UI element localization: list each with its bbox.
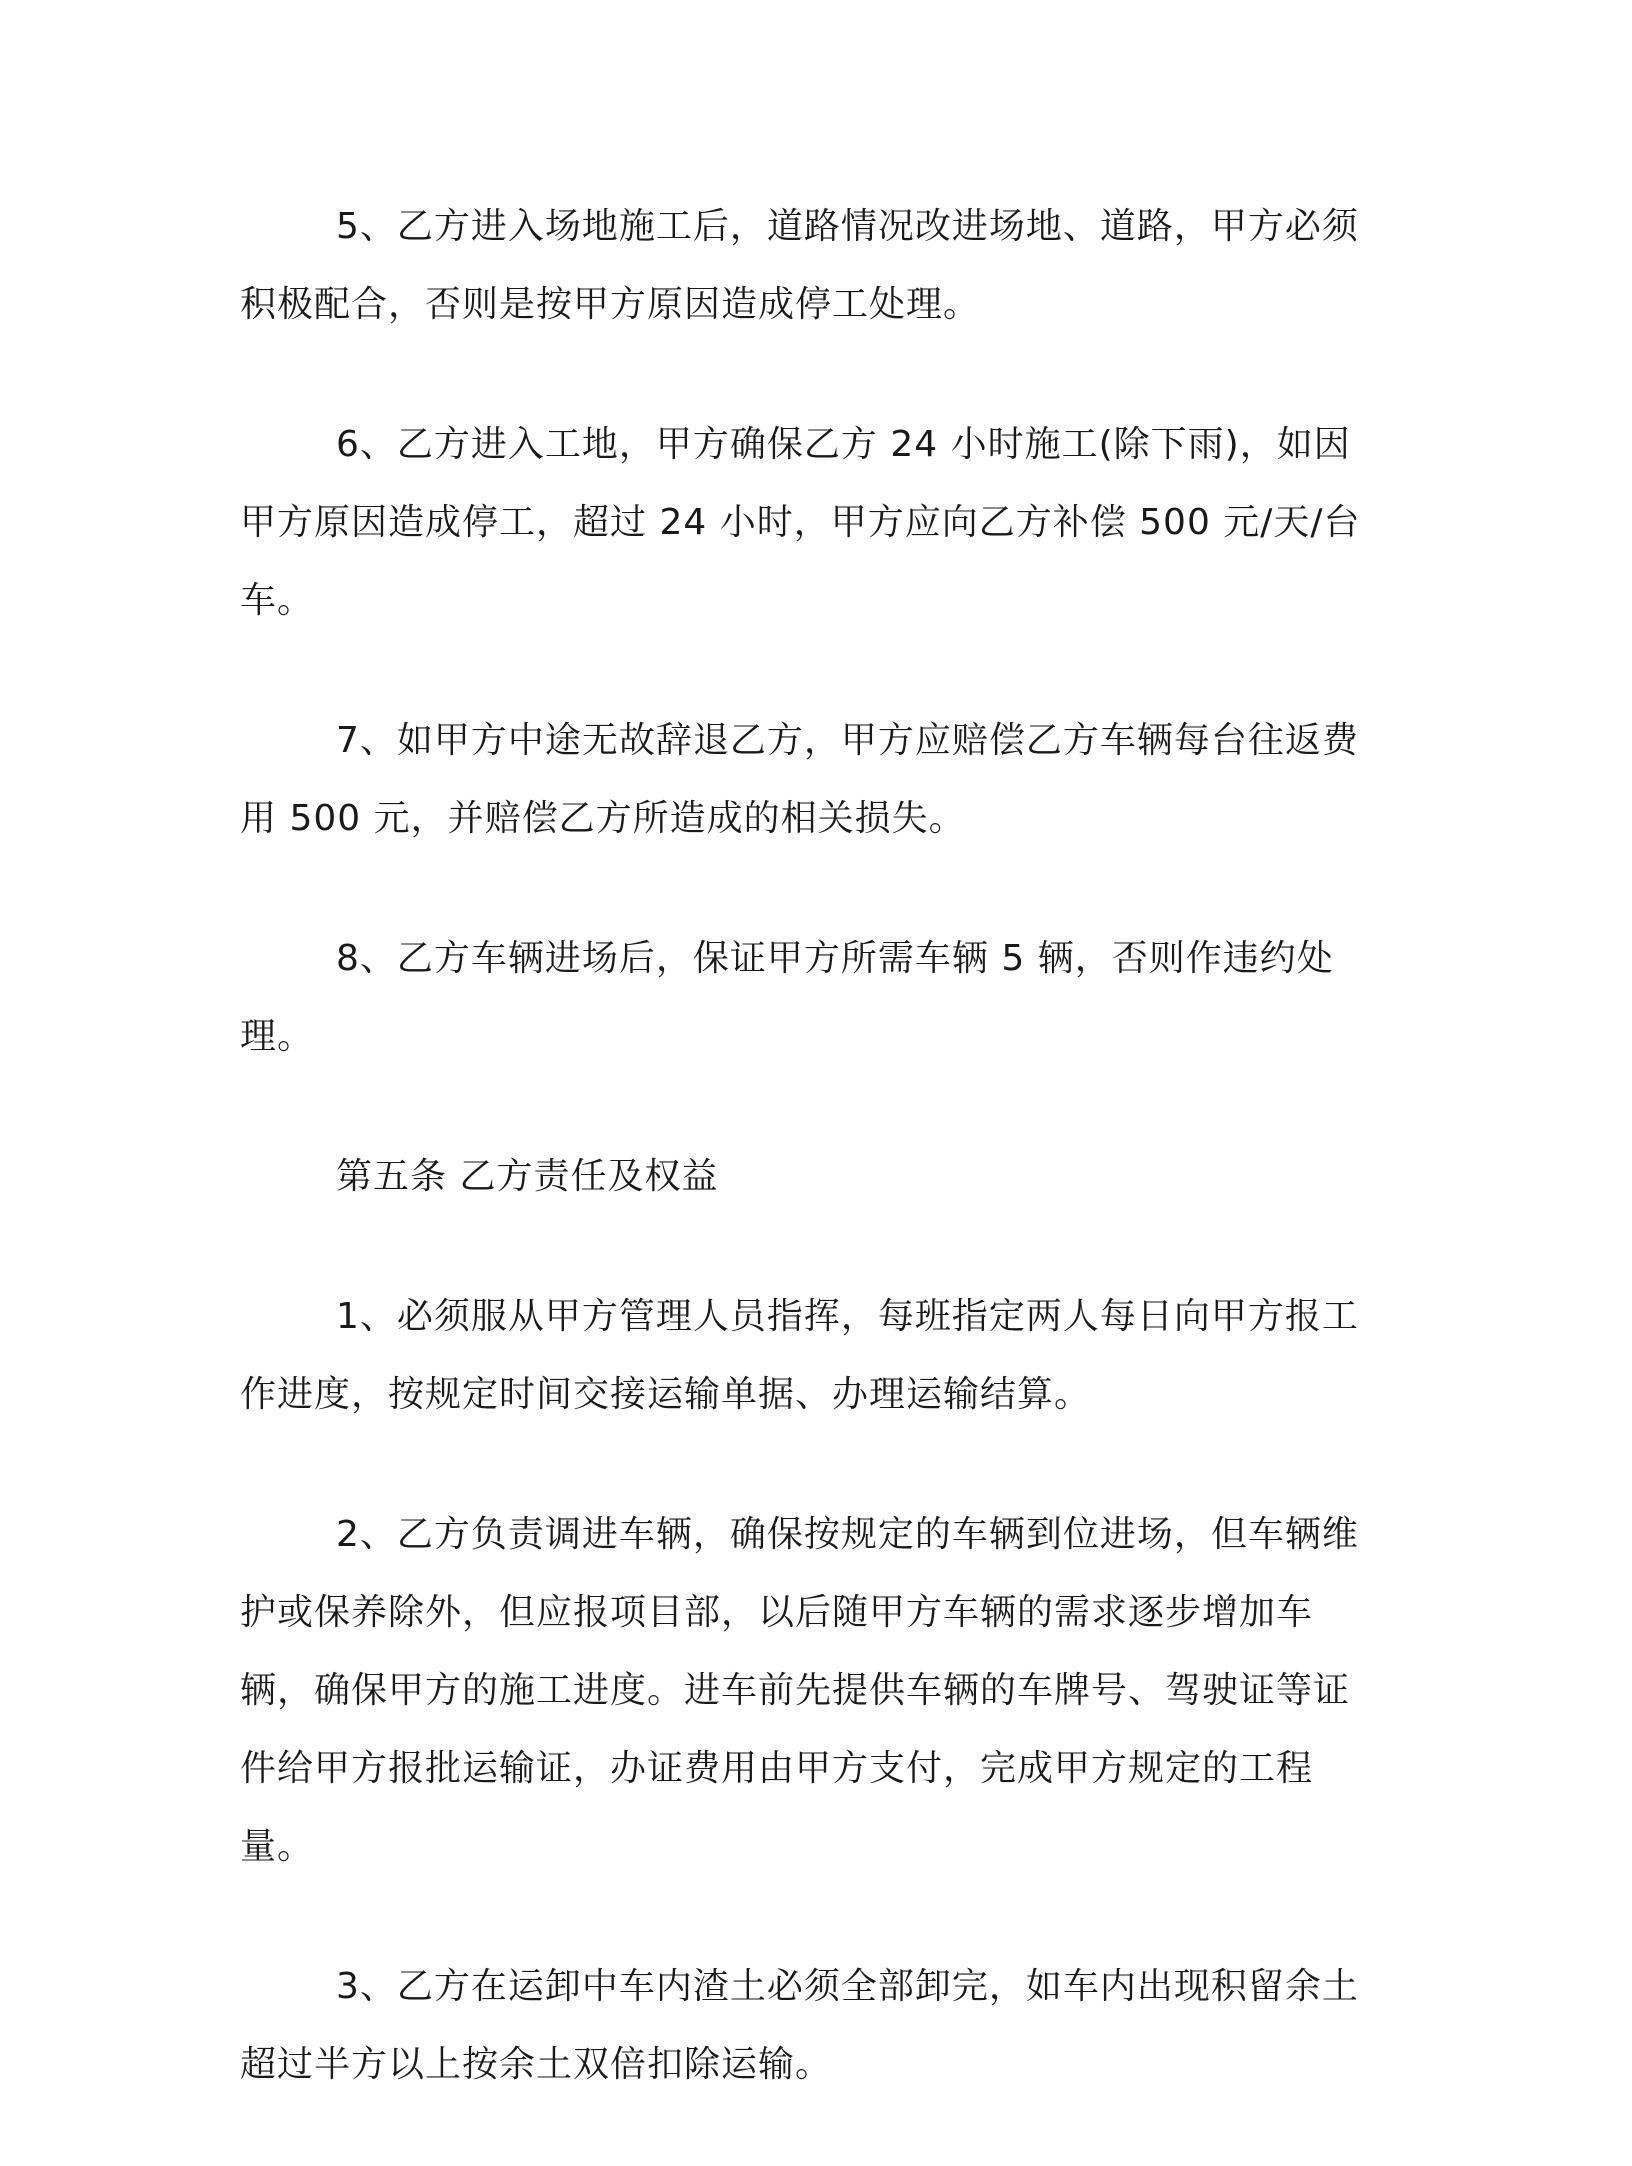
clause-paragraph-5: 5、乙方进入场地施工后，道路情况改进场地、道路，甲方必须积极配合，否则是按甲方原因造成停工处理。: [240, 206, 1359, 325]
section-paragraph-3: 3、乙方在运卸中车内渣土必须全部卸完，如车内出现积留余土超过半方以上按余土双倍扣除运输。: [240, 1966, 1359, 2085]
section-paragraph-1: 1、必须服从甲方管理人员指挥，每班指定两人每日向甲方报工作进度，按规定时间交接运输单据、办理运输结算。: [240, 1296, 1359, 1415]
section-heading: 第五条 乙方责任及权益: [336, 1156, 719, 1197]
clause-paragraph-6: 6、乙方进入工地，甲方确保乙方 24 小时施工(除下雨)，如因甲方原因造成停工，超过 24 小时，甲方应向乙方补偿 500 元/天/台车。: [240, 424, 1361, 621]
clause-paragraph-7: 7、如甲方中途无故辞退乙方，甲方应赔偿乙方车辆每台往返费用 500 元，并赔偿乙方所造成的相关损失。: [240, 720, 1359, 839]
clause-paragraph-8: 8、乙方车辆进场后，保证甲方所需车辆 5 辆，否则作违约处理。: [240, 938, 1334, 1057]
section-paragraph-2: 2、乙方负责调进车辆，确保按规定的车辆到位进场，但车辆维护或保养除外，但应报项目部，以后随甲方车辆的需求逐步增加车辆，确保甲方的施工进度。进车前先提供车辆的车牌号、驾驶证等证件给甲方报批运输证，办证费用由甲方支付，完成甲方规定的工程量。: [240, 1514, 1359, 1867]
document-body: [240, 188, 1370, 2166]
